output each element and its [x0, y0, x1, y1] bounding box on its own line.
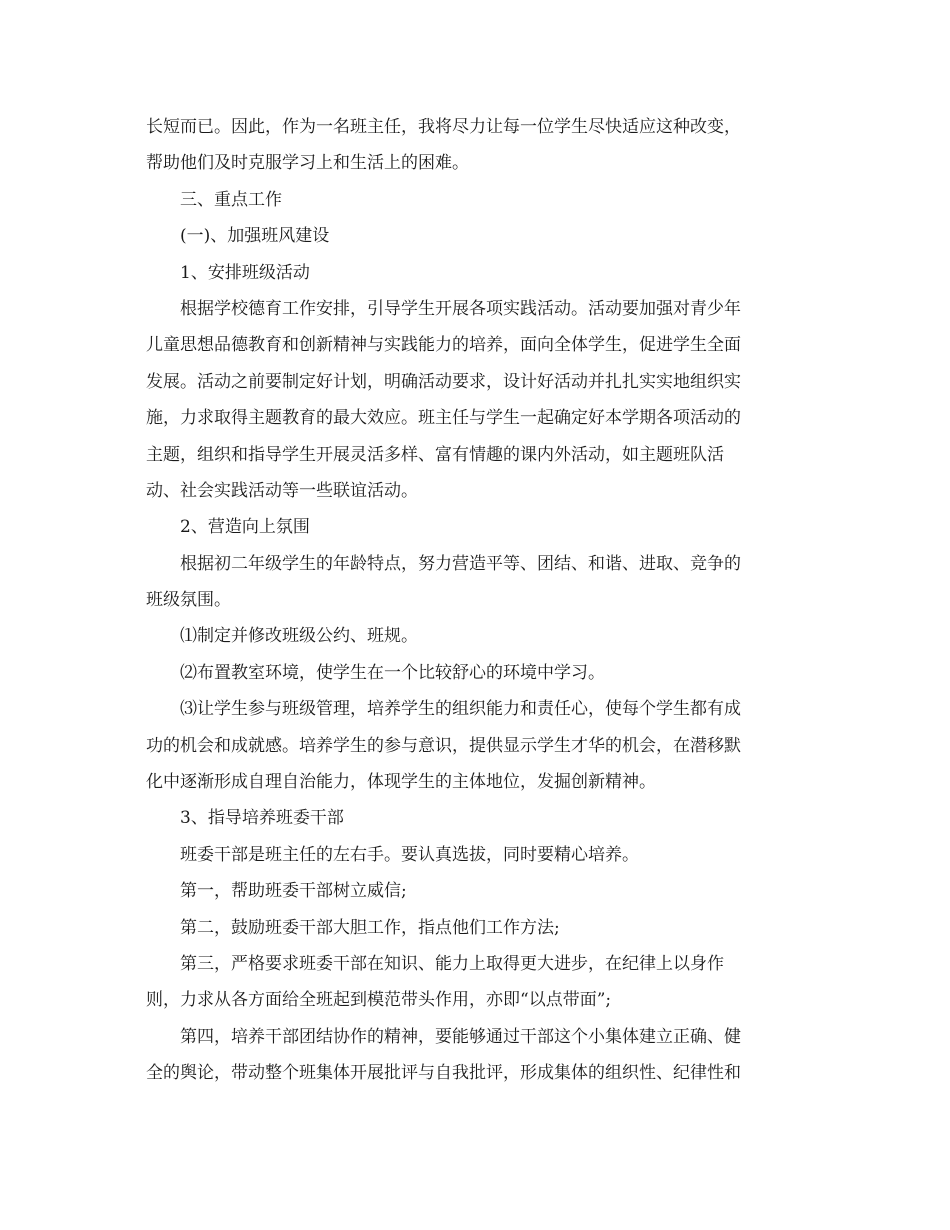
- body-text-line: 动、社会实践活动等一些联谊活动。: [146, 480, 418, 501]
- body-text-line: 施，力求取得主题教育的最大效应。班主任与学生一起确定好本学期各项活动的: [146, 408, 741, 429]
- paragraph-start: 根据学校德育工作安排，引导学生开展各项实践活动。活动要加强对青少年: [180, 298, 741, 319]
- body-text-line: 长短而已。因此，作为一名班主任，我将尽力让每一位学生尽快适应这种改变，: [146, 117, 741, 137]
- list-item: 第四，培养干部团结协作的精神，要能够通过干部这个小集体建立正确、健: [180, 1026, 741, 1047]
- subsection-heading: (一)、加强班风建设: [180, 226, 330, 247]
- list-item: ⑶让学生参与班级管理，培养学生的组织能力和责任心，使每个学生都有成: [180, 699, 741, 720]
- list-item: 第三，严格要求班委干部在知识、能力上取得更大进步，在纪律上以身作: [180, 953, 724, 974]
- body-text-line: 发展。活动之前要制定好计划，明确活动要求，设计好活动并扎扎实实地组织实: [146, 371, 741, 392]
- item-heading: 2、营造向上氛围: [180, 517, 310, 538]
- document-body: [146, 109, 806, 1092]
- section-heading: 三、重点工作: [180, 189, 282, 210]
- paragraph-start: 班委干部是班主任的左右手。要认真选拔，同时要精心培养。: [180, 844, 639, 865]
- body-text-line: 则，力求从各方面给全班起到模范带头作用，亦即“以点带面”;: [146, 990, 612, 1011]
- item-heading: 1、安排班级活动: [180, 262, 310, 283]
- body-text-line: 全的舆论，带动整个班集体开展批评与自我批评，形成集体的组织性、纪律性和: [146, 1063, 741, 1084]
- body-text-line: 班级氛围。: [146, 590, 231, 611]
- list-item: ⑴制定并修改班级公约、班规。: [180, 626, 418, 647]
- list-item: ⑵布置教室环境，使学生在一个比较舒心的环境中学习。: [180, 662, 605, 683]
- list-item: 第二，鼓励班委干部大胆工作，指点他们工作方法;: [180, 917, 560, 938]
- body-text-line: 功的机会和成就感。培养学生的参与意识，提供显示学生才华的机会，在潜移默: [146, 735, 741, 756]
- body-text-line: 儿童思想品德教育和创新精神与实践能力的培养，面向全体学生，促进学生全面: [146, 335, 741, 356]
- paragraph-start: 根据初二年级学生的年龄特点，努力营造平等、团结、和谐、进取、竞争的: [180, 553, 741, 574]
- body-text-line: 帮助他们及时克服学习上和生活上的困难。: [146, 153, 469, 174]
- body-text-line: 化中逐渐形成自理自治能力，体现学生的主体地位，发掘创新精神。: [146, 772, 656, 793]
- list-item: 第一，帮助班委干部树立威信;: [180, 881, 407, 902]
- item-heading: 3、指导培养班委干部: [180, 808, 344, 829]
- body-text-line: 主题，组织和指导学生开展灵活多样、富有情趣的课内外活动，如主题班队活: [146, 444, 724, 465]
